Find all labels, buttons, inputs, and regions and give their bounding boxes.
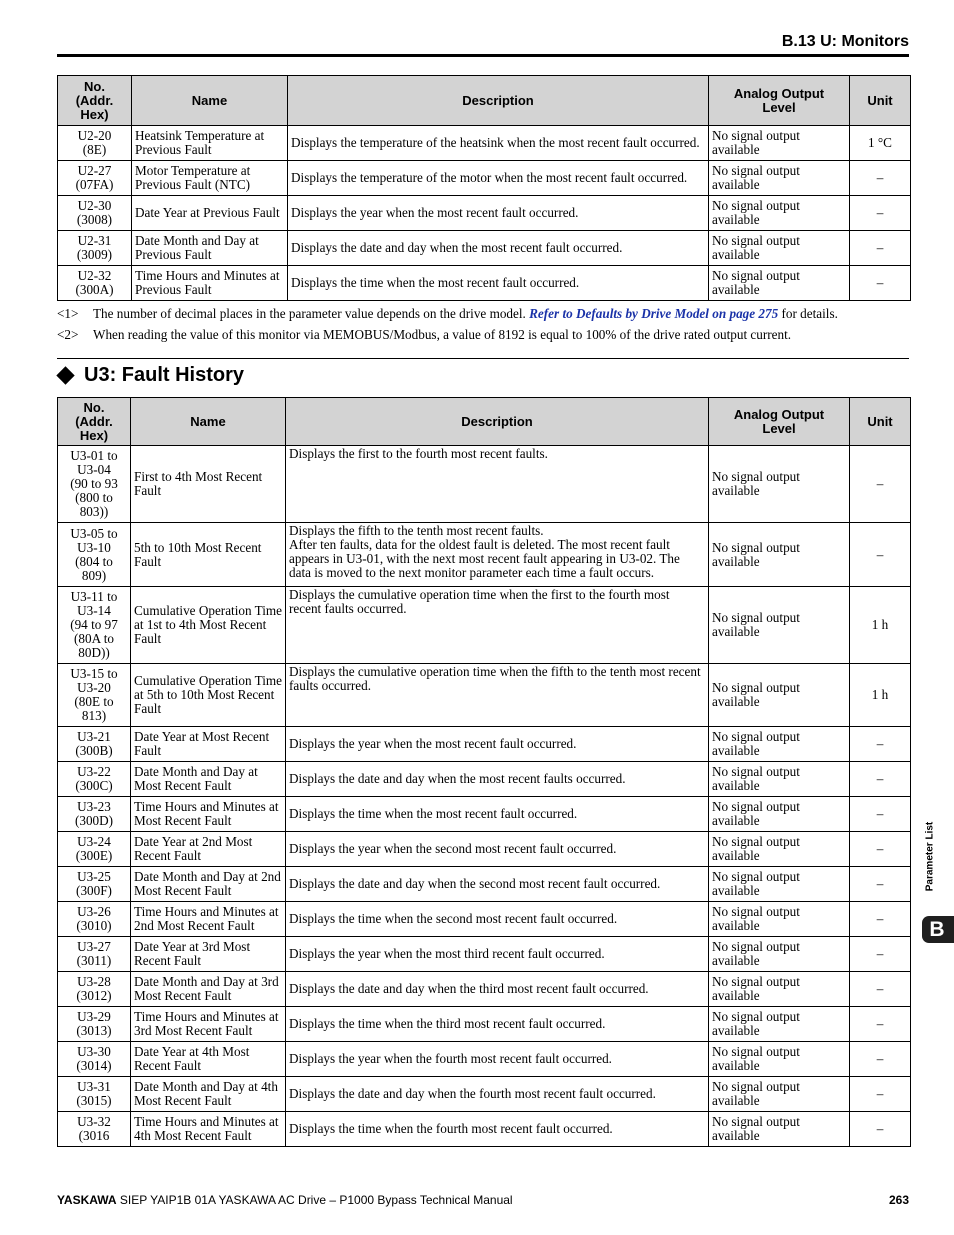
monitor-table-u2 [57,75,911,301]
analog-output-level: No signal output available [709,762,850,797]
param-description: Displays the cumulative operation time when the fifth to the tenth most recent faults occurred. [286,664,709,727]
param-name: Date Year at 2nd Most Recent Fault [131,832,286,867]
analog-output-level: No signal output available [709,161,850,196]
analog-output-level: No signal output available [709,972,850,1007]
fault-history-table [57,397,911,1147]
param-unit: – [850,902,911,937]
analog-output-level: No signal output available [709,587,850,664]
table-row [58,797,911,832]
param-number: U3-32 (3016 [58,1112,131,1147]
col-header-unit: Unit [850,76,911,126]
param-description: Displays the year when the most recent fault occurred. [288,196,709,231]
param-unit: 1 h [850,587,911,664]
page-reference-link[interactable]: Refer to Defaults by Drive Model on page 275 [529,306,779,321]
param-description: Displays the fifth to the tenth most recent faults. After ten faults, data for the oldest fault is deleted. The most recent fault appears in U3-01, with the next most recent fault appearing in U3-02. The data is moved to the next monitor parameter each time a fault occurs. [286,523,709,587]
col-header-no: No. (Addr. Hex) [58,76,132,126]
param-description: Displays the temperature of the heatsink when the most recent fault occurred. [288,126,709,161]
param-number: U3-25 (300F) [58,867,131,902]
param-number: U3-01 to U3-04 (90 to 93 (800 to 803)) [58,446,131,523]
param-unit: – [850,196,911,231]
param-description: Displays the time when the third most recent fault occurred. [286,1007,709,1042]
param-unit: – [850,832,911,867]
table-row [58,266,911,301]
param-unit: – [850,727,911,762]
param-name: Date Month and Day at Most Recent Fault [131,762,286,797]
param-name: Date Month and Day at 3rd Most Recent Fault [131,972,286,1007]
param-name: Motor Temperature at Previous Fault (NTC) [132,161,288,196]
param-name: 5th to 10th Most Recent Fault [131,523,286,587]
param-name: Time Hours and Minutes at 2nd Most Recent Fault [131,902,286,937]
section-divider [57,358,909,359]
col-header-analog: Analog Output Level [709,398,850,446]
param-description: Displays the date and day when the most recent fault occurred. [288,231,709,266]
table-header-row [58,398,911,446]
param-unit: – [850,1007,911,1042]
param-unit: – [850,762,911,797]
table-row [58,231,911,266]
param-description: Displays the temperature of the motor when the most recent fault occurred. [288,161,709,196]
appendix-tab[interactable]: B [922,916,954,943]
table-row [58,1042,911,1077]
param-unit: – [850,1112,911,1147]
footnote-mark: <1> [57,306,79,321]
param-description: Displays the year when the second most recent fault occurred. [286,832,709,867]
param-number: U3-31 (3015) [58,1077,131,1112]
param-name: Cumulative Operation Time at 5th to 10th Most Recent Fault [131,664,286,727]
page-footer [57,1193,909,1207]
col-header-name: Name [132,76,288,126]
footnote-text: The number of decimal places in the parameter value depends on the drive model. [93,306,526,321]
analog-output-level: No signal output available [709,902,850,937]
footer-brand: YASKAWA [57,1193,117,1207]
param-unit: – [850,972,911,1007]
param-number: U2-27 (07FA) [58,161,132,196]
param-name: Date Month and Day at 2nd Most Recent Fault [131,867,286,902]
table-row [58,937,911,972]
param-number: U3-05 to U3-10 (804 to 809) [58,523,131,587]
param-name: Time Hours and Minutes at Previous Fault [132,266,288,301]
param-name: Heatsink Temperature at Previous Fault [132,126,288,161]
table-row [58,972,911,1007]
param-number: U3-15 to U3-20 (80E to 813) [58,664,131,727]
param-name: Time Hours and Minutes at 3rd Most Recent Fault [131,1007,286,1042]
table-row [58,664,911,727]
param-number: U3-29 (3013) [58,1007,131,1042]
table-row [58,762,911,797]
footnote-1 [57,306,917,322]
col-header-description: Description [288,76,709,126]
section-title-text: U3: Fault History [84,363,245,386]
analog-output-level: No signal output available [709,797,850,832]
table-row [58,727,911,762]
param-description: Displays the date and day when the most recent faults occurred. [286,762,709,797]
param-unit: – [850,446,911,523]
param-description: Displays the first to the fourth most recent faults. [286,446,709,523]
param-unit: – [850,797,911,832]
param-number: U3-27 (3011) [58,937,131,972]
param-number: U3-23 (300D) [58,797,131,832]
param-name: Date Year at 4th Most Recent Fault [131,1042,286,1077]
analog-output-level: No signal output available [709,126,850,161]
param-number: U3-30 (3014) [58,1042,131,1077]
param-description: Displays the date and day when the second most recent fault occurred. [286,867,709,902]
param-name: Cumulative Operation Time at 1st to 4th Most Recent Fault [131,587,286,664]
header-rule [57,54,909,57]
param-number: U2-31 (3009) [58,231,132,266]
table-row [58,523,911,587]
col-header-unit: Unit [850,398,911,446]
analog-output-level: No signal output available [709,446,850,523]
param-unit: 1 h [850,664,911,727]
analog-output-level: No signal output available [709,832,850,867]
col-header-name: Name [131,398,286,446]
diamond-bullet-icon [56,366,74,384]
param-unit: – [850,1042,911,1077]
param-number: U2-30 (3008) [58,196,132,231]
analog-output-level: No signal output available [709,196,850,231]
table-row [58,1077,911,1112]
param-description: Displays the cumulative operation time when the first to the fourth most recent faults occurred. [286,587,709,664]
param-name: Date Month and Day at 4th Most Recent Fault [131,1077,286,1112]
param-number: U3-21 (300B) [58,727,131,762]
param-description: Displays the year when the most third recent fault occurred. [286,937,709,972]
table-row [58,832,911,867]
table-row [58,1007,911,1042]
analog-output-level: No signal output available [709,266,850,301]
analog-output-level: No signal output available [709,1112,850,1147]
param-number: U3-28 (3012) [58,972,131,1007]
param-description: Displays the date and day when the third most recent fault occurred. [286,972,709,1007]
footnote-mark: <2> [57,327,79,342]
param-unit: – [850,231,911,266]
analog-output-level: No signal output available [709,867,850,902]
analog-output-level: No signal output available [709,1007,850,1042]
table-row [58,161,911,196]
table-header-row [58,76,911,126]
analog-output-level: No signal output available [709,937,850,972]
table-row [58,196,911,231]
side-label [921,820,937,898]
param-unit: – [850,937,911,972]
footer-doc-title: SIEP YAIP1B 01A YASKAWA AC Drive – P1000 Bypass Technical Manual [119,1193,513,1207]
param-name: First to 4th Most Recent Fault [131,446,286,523]
table-row [58,126,911,161]
col-header-analog: Analog Output Level [709,76,850,126]
param-description: Displays the time when the most recent fault occurred. [288,266,709,301]
param-unit: 1 °C [850,126,911,161]
section-title [55,362,244,388]
footnote-2 [57,327,917,343]
table-row [58,1112,911,1147]
analog-output-level: No signal output available [709,231,850,266]
section-header: B.13 U: Monitors [781,33,909,50]
param-number: U3-11 to U3-14 (94 to 97 (80A to 80D)) [58,587,131,664]
param-name: Date Month and Day at Previous Fault [132,231,288,266]
analog-output-level: No signal output available [709,523,850,587]
param-unit: – [850,867,911,902]
param-number: U3-26 (3010) [58,902,131,937]
footnote-text: When reading the value of this monitor via MEMOBUS/Modbus, a value of 8192 is equal to 100% of the drive rated output current. [93,327,792,342]
param-description: Displays the date and day when the fourth most recent fault occurred. [286,1077,709,1112]
param-unit: – [850,523,911,587]
page-number: 263 [888,1193,909,1207]
param-name: Date Year at Previous Fault [132,196,288,231]
param-unit: – [850,161,911,196]
param-number: U3-24 (300E) [58,832,131,867]
analog-output-level: No signal output available [709,727,850,762]
param-number: U2-20 (8E) [58,126,132,161]
param-unit: – [850,1077,911,1112]
param-description: Displays the time when the most recent fault occurred. [286,797,709,832]
side-label-text: Parameter List [924,821,936,892]
param-description: Displays the year when the fourth most recent fault occurred. [286,1042,709,1077]
param-unit: – [850,266,911,301]
param-number: U3-22 (300C) [58,762,131,797]
param-description: Displays the time when the second most recent fault occurred. [286,902,709,937]
table-row [58,867,911,902]
footnote-tail: for details. [781,306,838,321]
analog-output-level: No signal output available [709,1077,850,1112]
table-row [58,902,911,937]
param-name: Time Hours and Minutes at 4th Most Recent Fault [131,1112,286,1147]
param-description: Displays the year when the most recent fault occurred. [286,727,709,762]
table-row [58,446,911,523]
col-header-description: Description [286,398,709,446]
param-description: Displays the time when the fourth most recent fault occurred. [286,1112,709,1147]
analog-output-level: No signal output available [709,1042,850,1077]
param-name: Time Hours and Minutes at Most Recent Fault [131,797,286,832]
col-header-no: No. (Addr. Hex) [58,398,131,446]
analog-output-level: No signal output available [709,664,850,727]
param-number: U2-32 (300A) [58,266,132,301]
param-name: Date Year at 3rd Most Recent Fault [131,937,286,972]
table-row [58,587,911,664]
param-name: Date Year at Most Recent Fault [131,727,286,762]
